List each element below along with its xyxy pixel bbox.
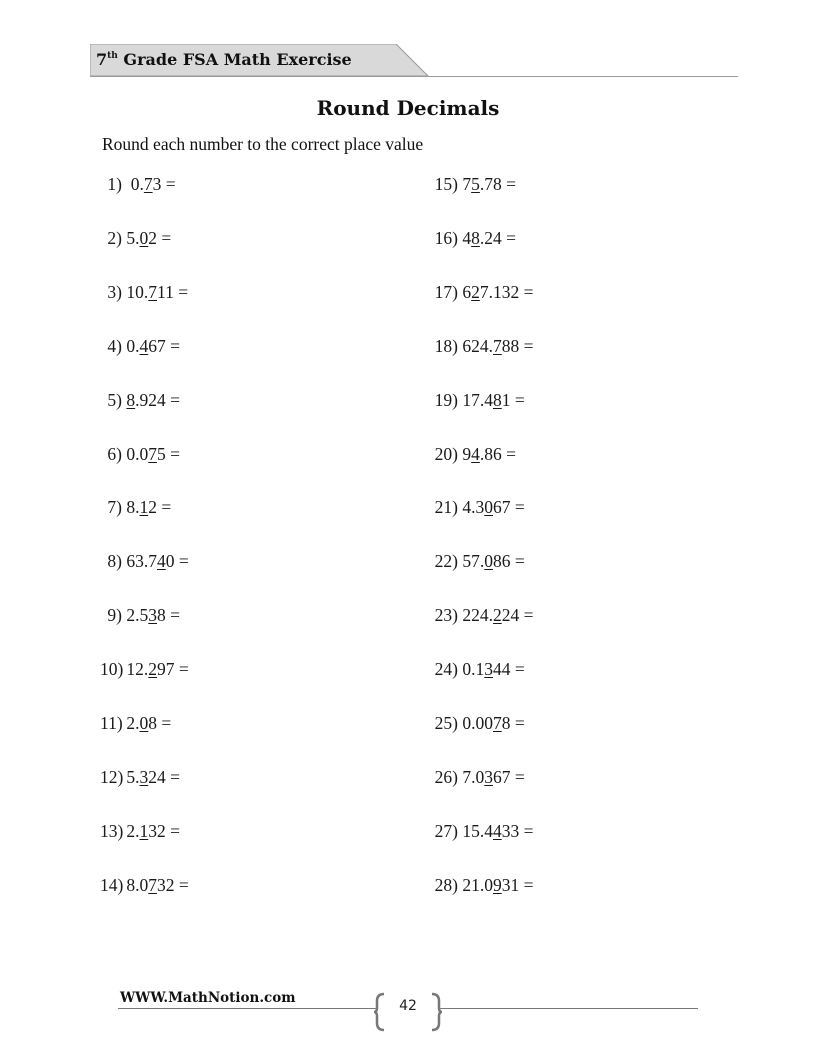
problem-value-trailing: 3 =	[152, 174, 176, 194]
problem-number: 21)	[434, 497, 458, 518]
problem-item	[431, 551, 525, 572]
problem-value-trailing: 0 =	[165, 551, 189, 572]
problem-underlined-digit: 1	[139, 497, 149, 518]
problem-item	[431, 875, 534, 896]
problem-underlined-digit: 3	[484, 659, 493, 680]
problem-item	[100, 228, 171, 249]
header-title-sup: th	[107, 51, 118, 61]
problem-value-leading: 2.	[122, 820, 140, 841]
problem-item	[431, 821, 534, 842]
problem-underlined-digit: 0	[484, 497, 493, 518]
problem-number: 15)	[434, 174, 458, 194]
problem-underlined-digit: 0	[484, 551, 493, 572]
problem-value-leading: 7.0	[458, 766, 485, 787]
problem-value-trailing: 11 =	[157, 281, 189, 302]
footer-website: WWW.MathNotion.com	[120, 990, 296, 1006]
problem-value-leading: 0.0	[122, 443, 149, 464]
problem-value-trailing: .86 =	[479, 443, 516, 464]
problem-item	[100, 821, 180, 842]
problem-value-trailing: 8 =	[157, 605, 180, 626]
problem-item	[100, 551, 189, 572]
problem-number: 3)	[107, 281, 122, 302]
problem-value-leading: 4	[458, 227, 472, 248]
problem-value-leading: 17.4	[458, 389, 493, 410]
problem-underlined-digit: 8	[126, 389, 136, 410]
problem-value-leading: 2.5	[122, 605, 149, 626]
problem-underlined-digit: 4	[493, 820, 502, 841]
problem-number: 5)	[107, 389, 122, 410]
problem-number: 18)	[434, 335, 458, 356]
problem-item	[431, 390, 525, 411]
problem-underlined-digit: 4	[471, 443, 480, 464]
problem-value-leading: 15.4	[458, 820, 493, 841]
problem-item	[100, 659, 189, 680]
problem-number: 16)	[434, 227, 458, 248]
problem-number: 20)	[434, 443, 458, 464]
problem-value-trailing: 5 =	[157, 443, 180, 464]
problem-number: 17)	[434, 281, 458, 302]
problem-value-trailing: 44 =	[493, 659, 525, 680]
problem-value-trailing: 31 =	[501, 874, 534, 895]
problem-item	[100, 605, 180, 626]
problem-number: 8)	[107, 551, 122, 572]
problem-item	[100, 282, 188, 303]
problem-item	[431, 336, 534, 357]
problem-underlined-digit: 2	[471, 281, 480, 302]
problem-underlined-digit: 7	[493, 713, 502, 733]
header-divider	[90, 76, 738, 77]
problem-item	[100, 497, 171, 518]
problem-underlined-digit: 7	[148, 443, 157, 464]
problem-number: 23)	[434, 605, 458, 626]
problem-value-leading: 5.	[122, 227, 140, 248]
problem-value-leading: 9	[458, 443, 472, 464]
problem-item	[100, 390, 180, 411]
problem-number: 28)	[434, 874, 458, 895]
problem-value-trailing: 67 =	[493, 766, 525, 787]
problem-underlined-digit: 4	[157, 551, 166, 572]
page-title: Round Decimals	[316, 96, 500, 120]
problem-item	[431, 174, 516, 195]
footer-divider-left	[118, 1008, 376, 1009]
problem-value-leading: 10.	[122, 281, 149, 302]
problem-item	[431, 444, 516, 465]
problem-item	[100, 767, 180, 788]
problem-item	[431, 228, 516, 249]
problem-underlined-digit: 2	[148, 659, 157, 680]
problem-value-trailing: 1 =	[501, 389, 525, 410]
problem-underlined-digit: 8	[493, 389, 502, 410]
problem-item	[431, 497, 525, 518]
problem-item	[431, 713, 525, 734]
problem-underlined-digit: 5	[471, 174, 480, 194]
problem-value-trailing: 32 =	[148, 820, 180, 841]
problem-value-trailing: .24 =	[479, 227, 516, 248]
problem-value-trailing: 7.132 =	[479, 281, 534, 302]
problem-value-trailing: 24 =	[501, 605, 534, 626]
problem-number: 9)	[107, 605, 122, 626]
problem-value-trailing: 2 =	[148, 497, 172, 518]
header-title-prefix: 7	[96, 50, 108, 69]
problem-item	[100, 336, 180, 357]
problem-value-leading: 7	[458, 174, 472, 194]
problem-value-trailing: 24 =	[148, 766, 180, 787]
problem-value-trailing: 8 =	[148, 713, 172, 733]
problem-underlined-digit: 1	[139, 820, 149, 841]
problem-value-leading: 0.	[122, 174, 144, 194]
problem-item	[431, 282, 534, 303]
page-number: 42	[399, 998, 417, 1014]
problem-value-leading: 8.	[122, 497, 140, 518]
problem-number: 11)	[100, 713, 123, 733]
problem-number: 10)	[100, 659, 124, 680]
problem-underlined-digit: 7	[493, 335, 502, 356]
problem-value-leading: 8.0	[122, 874, 149, 895]
problem-value-trailing: 32 =	[157, 874, 189, 895]
problem-underlined-digit: 0	[139, 713, 149, 733]
problem-value-trailing: 33 =	[501, 820, 534, 841]
problem-value-leading: 12.	[122, 659, 149, 680]
problem-value-trailing: .78 =	[479, 174, 516, 194]
problem-value-trailing: 88 =	[501, 335, 534, 356]
problem-number: 27)	[434, 820, 458, 841]
problem-item	[100, 444, 180, 465]
problem-number: 19)	[434, 389, 458, 410]
problem-value-trailing: 86 =	[493, 551, 525, 572]
problem-underlined-digit: 3	[484, 766, 493, 787]
problem-value-leading: 224.	[458, 605, 493, 626]
problem-number: 4)	[107, 335, 122, 356]
problem-value-trailing: 8 =	[501, 713, 525, 733]
problem-value-leading: 0.00	[458, 713, 493, 733]
problem-value-trailing: 97 =	[157, 659, 189, 680]
problem-underlined-digit: 2	[493, 605, 502, 626]
problem-underlined-digit: 8	[471, 227, 480, 248]
problem-value-leading: 2.	[122, 713, 140, 733]
problem-number: 12)	[100, 766, 124, 787]
problem-item	[100, 875, 189, 896]
problem-number: 26)	[434, 766, 458, 787]
problem-underlined-digit: 3	[139, 766, 149, 787]
problem-value-trailing: 67 =	[148, 335, 180, 356]
problem-number: 24)	[434, 659, 458, 680]
problem-underlined-digit: 7	[143, 174, 153, 194]
problem-value-leading: 0.	[122, 335, 140, 356]
problem-value-leading: 6	[458, 281, 472, 302]
problem-item	[431, 767, 525, 788]
problem-underlined-digit: 7	[148, 281, 157, 302]
problem-underlined-digit: 4	[139, 335, 149, 356]
problem-number: 1)	[107, 174, 122, 194]
problem-number: 7)	[107, 497, 122, 518]
problem-item	[100, 174, 176, 195]
problem-number: 22)	[434, 551, 458, 572]
header-title	[96, 50, 352, 69]
problem-underlined-digit: 9	[493, 874, 502, 895]
problem-value-trailing: 2 =	[148, 227, 172, 248]
problem-value-leading: 5.	[122, 766, 140, 787]
problem-item	[431, 659, 525, 680]
left-brace-icon	[372, 992, 388, 1032]
problem-value-leading: 57.	[458, 551, 485, 572]
problem-item	[100, 713, 171, 734]
problem-value-leading: 21.0	[458, 874, 493, 895]
problem-value-trailing: 67 =	[493, 497, 525, 518]
problem-underlined-digit: 3	[148, 605, 157, 626]
problem-number: 2)	[107, 227, 122, 248]
footer-divider-right	[438, 1008, 698, 1009]
right-brace-icon	[428, 992, 444, 1032]
problem-value-leading: 0.1	[458, 659, 485, 680]
problem-number: 13)	[100, 820, 124, 841]
problem-underlined-digit: 0	[139, 227, 149, 248]
problem-underlined-digit: 7	[148, 874, 157, 895]
problem-value-leading: 4.3	[458, 497, 485, 518]
problem-number: 25)	[434, 713, 458, 733]
header-title-rest: Grade FSA Math Exercise	[117, 50, 352, 69]
problem-number: 6)	[107, 443, 122, 464]
problem-item	[431, 605, 534, 626]
problem-value-leading: 63.7	[122, 551, 157, 572]
problem-value-leading: 624.	[458, 335, 493, 356]
problem-value-trailing: .924 =	[135, 389, 180, 410]
instructions: Round each number to the correct place value	[102, 134, 424, 154]
problem-number: 14)	[100, 874, 124, 895]
